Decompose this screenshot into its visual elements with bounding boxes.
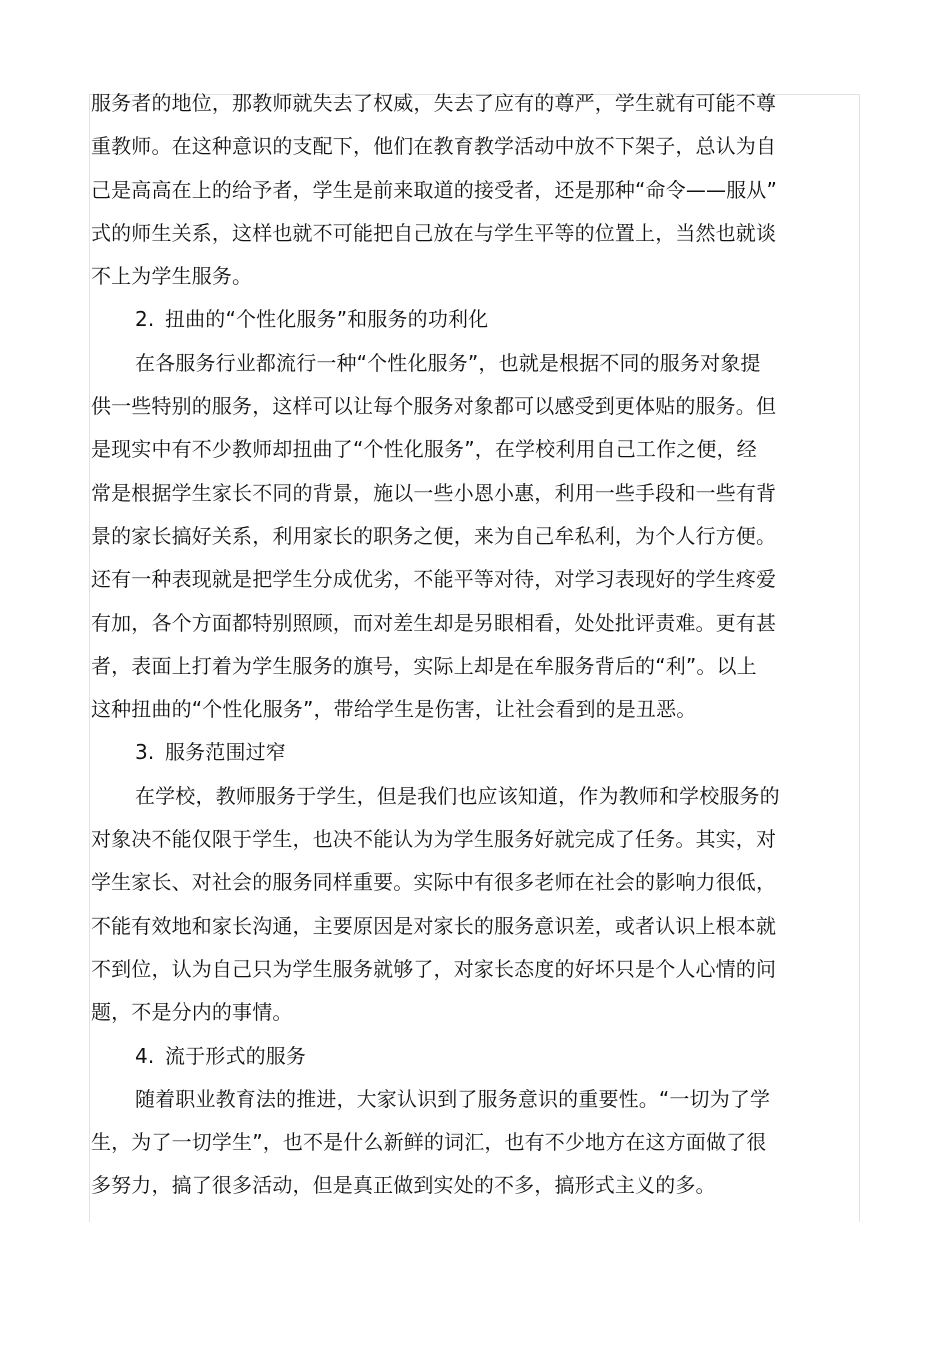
paragraph-line: 不上为学生服务。 <box>91 264 253 289</box>
paragraph-line: 在学校，教师服务于学生，但是我们也应该知道，作为教师和学校服务的 <box>135 783 780 808</box>
section-number: 4. <box>135 1043 155 1068</box>
paragraph-line: 多努力，搞了很多活动，但是真正做到实处的不多，搞形式主义的多。 <box>91 1173 716 1198</box>
paragraph-line: 重教师。在这种意识的支配下，他们在教育教学活动中放不下架子，总认为自 <box>91 134 777 159</box>
document-body <box>91 82 809 1208</box>
paragraph-line: 还有一种表现就是把学生分成优劣，不能平等对待，对学习表现好的学生疼爱 <box>91 567 777 592</box>
paragraph-line: 供一些特别的服务，这样可以让每个服务对象都可以感受到更体贴的服务。但 <box>91 394 777 419</box>
section-number: 2. <box>135 307 155 332</box>
paragraph-line: 景的家长搞好关系，利用家长的职务之便，来为自己牟私利，为个人行方便。 <box>91 523 777 548</box>
paragraph-line: 己是高高在上的给予者，学生是前来取道的接受者，还是那种“命令——服从” <box>91 177 777 202</box>
section-heading <box>91 1035 809 1078</box>
section-heading <box>91 298 809 341</box>
paragraph-line: 随着职业教育法的推进，大家认识到了服务意识的重要性。“一切为了学 <box>135 1086 771 1111</box>
section-number: 3. <box>135 740 155 765</box>
paragraph-line: 学生家长、对社会的服务同样重要。实际中有很多老师在社会的影响力很低， <box>91 870 777 895</box>
section-heading-text: 服务范围过窄 <box>165 740 286 765</box>
paragraph-line: 题，不是分内的事情。 <box>91 1000 293 1025</box>
paragraph-line: 不能有效地和家长沟通，主要原因是对家长的服务意识差，或者认识上根本就 <box>91 913 777 938</box>
paragraph-line: 服务者的地位，那教师就失去了权威，失去了应有的尊严，学生就有可能不尊 <box>91 91 777 115</box>
paragraph-line: 式的师生关系，这样也就不可能把自己放在与学生平等的位置上，当然也就谈 <box>91 220 777 245</box>
paragraph-line: 有加，各个方面都特别照顾，而对差生却是另眼相看，处处批评责难。更有甚 <box>91 610 777 635</box>
paragraph-line: 不到位，认为自己只为学生服务就够了，对家长态度的好坏只是个人心情的问 <box>91 956 777 981</box>
paragraph-line: 常是根据学生家长不同的背景，施以一些小恩小惠，利用一些手段和一些有背 <box>91 480 777 505</box>
paragraph-line: 这种扭曲的“个性化服务”，带给学生是伤害，让社会看到的是丑恶。 <box>91 697 697 722</box>
paragraph-line: 生，为了一切学生”，也不是什么新鲜的词汇，也有不少地方在这方面做了很 <box>91 1130 767 1155</box>
section-heading-text: 流于形式的服务 <box>165 1043 307 1068</box>
section-heading-text: 扭曲的“个性化服务”和服务的功利化 <box>165 307 489 332</box>
section-heading <box>91 731 809 774</box>
paragraph-line: 在各服务行业都流行一种“个性化服务”，也就是根据不同的服务对象提 <box>135 350 761 375</box>
paragraph-line: 是现实中有不少教师却扭曲了“个性化服务”，在学校利用自己工作之便，经 <box>91 437 757 462</box>
paragraph-line: 对象决不能仅限于学生，也决不能认为为学生服务好就完成了任务。其实，对 <box>91 827 777 852</box>
paragraph-line: 者，表面上打着为学生服务的旗号，实际上却是在牟服务背后的“利”。以上 <box>91 653 757 678</box>
